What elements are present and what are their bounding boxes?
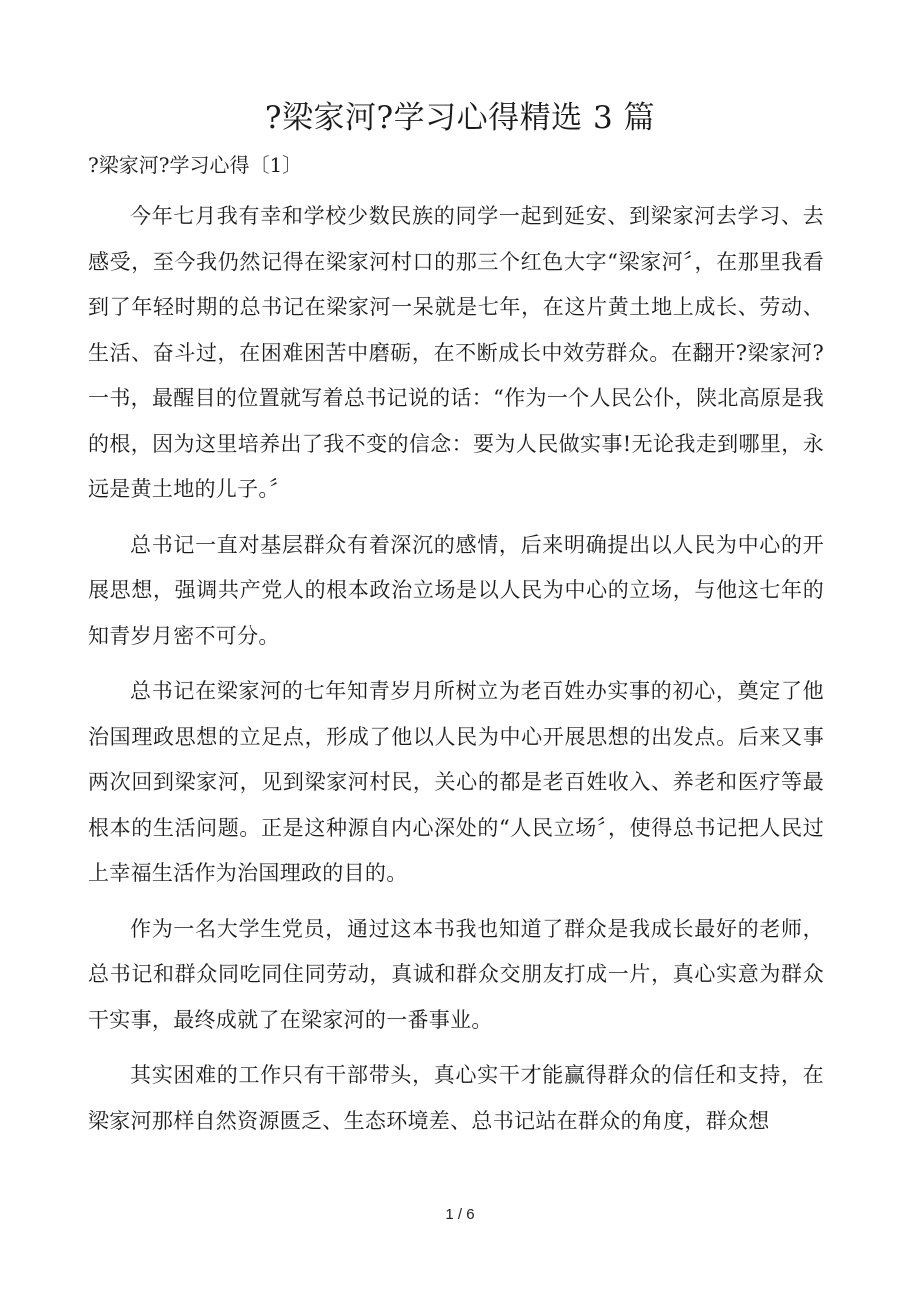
document-title: ?梁家河?学习心得精选 3 篇 [264,100,656,136]
paragraph: 今年七月我有幸和学校少数民族的同学一起到延安、到梁家河去学习、去感受，至今我仍然记得在梁家河村口的那三个红色大字“梁家河〞，在那里我看到了年轻时期的总书记在梁家河一呆就是七年，在这片黄土地上成长、劳动、生活、奋斗过，在困难困苦中磨砺，在不断成长中效劳群众。在翻开?梁家河?一书，最醒目的位置就写着总书记说的话：“作为一个人民公仆，陕北高原是我的根，因为这里培养出了我不变的信念：要为人民做实事!无论我走到哪里，永远是黄土地的儿子。〞 [88,204,824,501]
page-number: 1 / 6 [445,1206,475,1223]
paragraph: 其实困难的工作只有干部带头，真心实干才能赢得群众的信任和支持，在梁家河那样自然资源匮乏、生态环境差、总书记站在群众的角度，群众想 [88,1063,824,1133]
paragraph: 总书记一直对基层群众有着深沉的感情，后来明确提出以人民为中心的开展思想，强调共产党人的根本政治立场是以人民为中心的立场，与他这七年的知青岁月密不可分。 [88,532,824,648]
section-heading: ?梁家河?学习心得〔1〕 [88,153,303,177]
document-body [88,194,824,1154]
paragraph: 总书记在梁家河的七年知青岁月所树立为老百姓办实事的初心，奠定了他治国理政思想的立足点，形成了他以人民为中心开展思想的出发点。后来又事两次回到梁家河，见到梁家河村民，关心的都是老百姓收入、养老和医疗等最根本的生活问题。正是这种源自内心深处的“人民立场〞，使得总书记把人民过上幸福生活作为治国理政的目的。 [88,679,824,885]
paragraph: 作为一名大学生党员，通过这本书我也知道了群众是我成长最好的老师，总书记和群众同吃同住同劳动，真诚和群众交朋友打成一片，真心实意为群众干实事，最终成就了在梁家河的一番事业。 [88,916,824,1032]
